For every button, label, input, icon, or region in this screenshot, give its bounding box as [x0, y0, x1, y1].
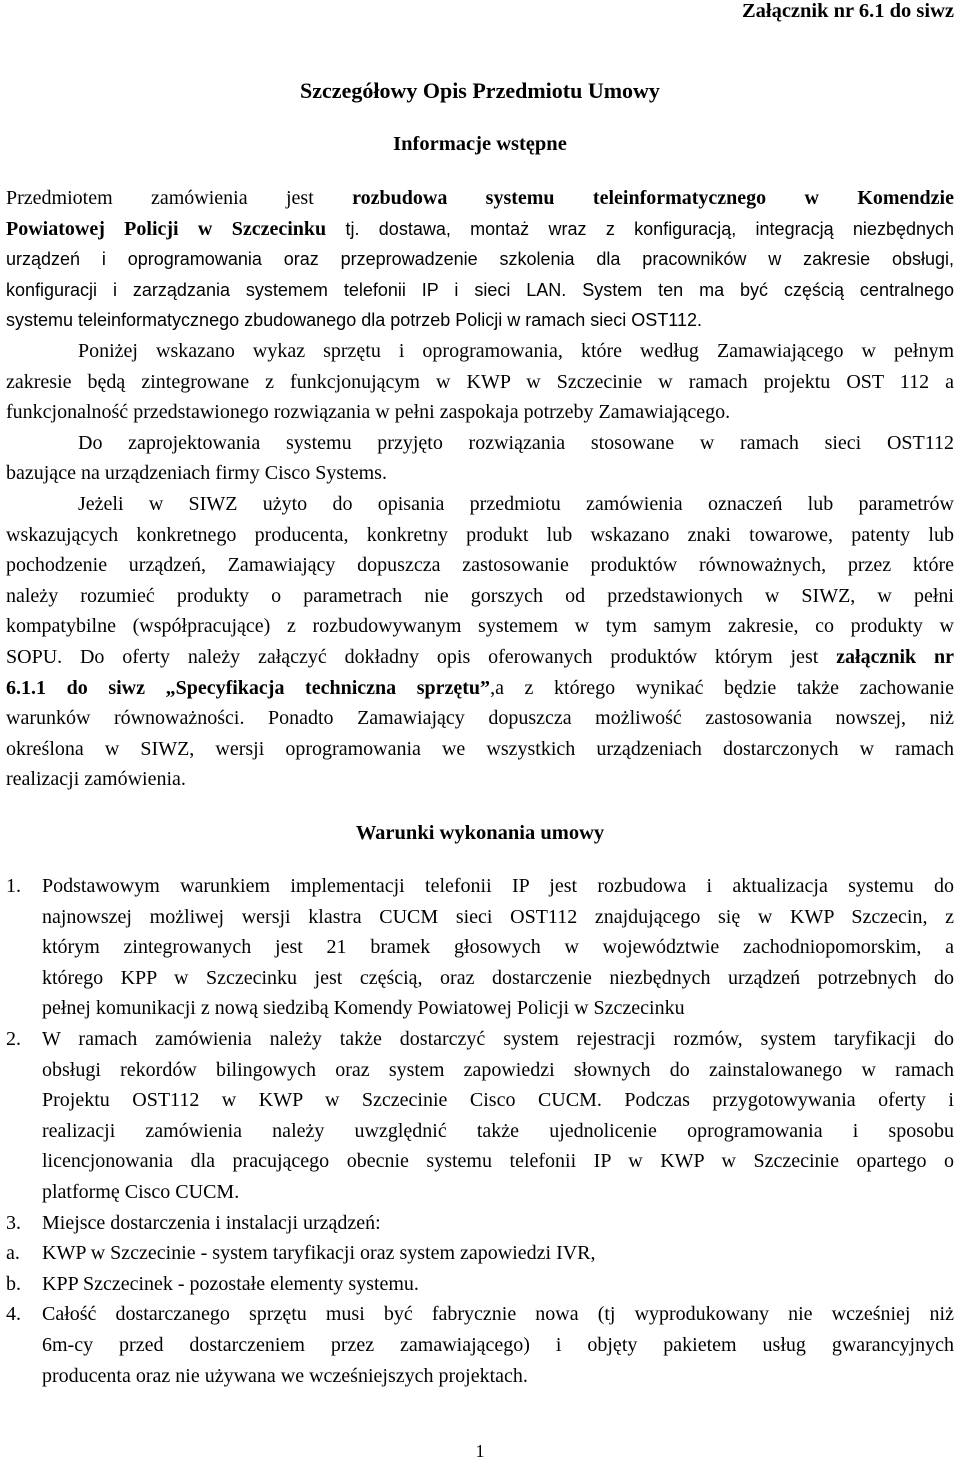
intro-line: realizacji zamówienia.: [6, 768, 186, 791]
intro-line: konfiguracji i zarządzania systemem telefonii IP i sieci LAN. System ten ma być częścią centralnego: [6, 279, 954, 300]
sub-list-item: a. KWP w Szczecinie - system taryfikacji oraz system zapowiedzi IVR,: [6, 1242, 596, 1265]
intro-line: SOPU. Do oferty należy załączyć dokładny opis oferowanych produktów którym jest załącznik nr: [6, 645, 954, 668]
intro-line: kompatybilne (współpracujące) z rozbudowywanym systemem w tym samym zakresie, co produkty w: [6, 615, 954, 638]
intro-line: określona w SIWZ, wersji oprogramowania we wszystkich urządzeniach dostarczonych w ramach: [6, 737, 954, 760]
intro-line: Do zaprojektowania systemu przyjęto rozwiązania stosowane w ramach sieci OST112: [78, 431, 954, 454]
page-number: 1: [475, 1441, 485, 1461]
intro-line: należy rozumieć produkty o parametrach nie gorszych od przedstawionych w SIWZ, w pełni: [6, 584, 954, 607]
intro-line: warunków równoważności. Ponadto Zamawiający dopuszcza możliwość zastosowania nowszej, niż: [6, 707, 954, 730]
intro-line: urządzeń i oprogramowania oraz przeprowadzenie szkolenia dla pracowników w zakresie obsługi,: [6, 249, 954, 270]
list-item: 1. Podstawowym warunkiem implementacji telefonii IP jest rozbudowa i aktualizacja systemu do najnowszej możliwej wersji klastra CUCM sieci OST112 znajdującego się w KWP Szczecin, z którym zintegrowanych jest 21 bramek głosowych w województwie zachodniopomorskim, a którego KPP w Szczecinku jest częścią, oraz dostarczenie niezbędnych urządzeń potrzebnych do pełnej komunikacji z nową siedzibą Komendy Powiatowej Policji w Szczecinku: [6, 875, 954, 1020]
attachment-label: Załącznik nr 6.1 do siwz: [741, 0, 954, 22]
document-title: Szczegółowy Opis Przedmiotu Umowy: [300, 78, 660, 103]
list-item: 3. Miejsce dostarczenia i instalacji urządzeń:: [6, 1211, 381, 1234]
sub-list-item: b. KPP Szczecinek - pozostałe elementy systemu.: [6, 1272, 419, 1295]
list-item: 4. Całość dostarczanego sprzętu musi być fabrycznie nowa (tj wyprodukowany nie wcześniej niż 6m-cy przed dostarczeniem przez zamawiającego) i objęty pakietem usług gwarancyjnych producenta oraz nie używana we wcześniejszych projektach.: [6, 1303, 954, 1387]
intro-line: wskazujących konkretnego producenta, konkretny produkt lub wskazano znaki towarowe, patenty lub: [6, 523, 954, 546]
intro-line: Poniżej wskazano wykaz sprzętu i oprogramowania, które według Zamawiającego w pełnym: [78, 339, 954, 362]
section-heading-intro: Informacje wstępne: [393, 133, 567, 155]
intro-line: funkcjonalność przedstawionego rozwiązania w pełni zaspokaja potrzeby Zamawiającego.: [6, 401, 731, 424]
intro-section: [6, 183, 954, 795]
intro-line: 6.1.1 do siwz „Specyfikacja techniczna sprzętu”,a z którego wynikać będzie także zachowanie: [6, 676, 954, 699]
intro-line: systemu teleinformatycznego zbudowanego dla potrzeb Policji w ramach sieci OST112.: [6, 310, 703, 331]
intro-line: zakresie będą zintegrowane z funkcjonującym w KWP w Szczecinie w ramach projektu OST 112 a: [6, 370, 954, 393]
intro-line: Jeżeli w SIWZ użyto do opisania przedmiotu zamówienia oznaczeń lub parametrów: [78, 492, 954, 515]
conditions-list: [6, 871, 954, 1391]
list-item: 2. W ramach zamówienia należy także dostarczyć system rejestracji rozmów, system taryfikacji do obsługi rekordów bilingowych oraz system zapowiedzi słownych do zainstalowanego w ramach Projektu OST112 w KWP w Szczecinie Cisco CUCM. Podczas przygotowywania oferty i realizacji zamówienia należy uwzględnić także ujednolicenie oprogramowania i sposobu licencjonowania dla pracującego obecnie systemu telefonii IP w KWP w Szczecinie opartego o platformę Cisco CUCM.: [6, 1027, 954, 1203]
intro-line: Przedmiotem zamówienia jest rozbudowa systemu teleinformatycznego w Komendzie: [6, 187, 954, 209]
intro-line: pochodzenie urządzeń, Zamawiający dopuszcza zastosowanie produktów równoważnych, przez które: [6, 554, 954, 577]
intro-line: bazujące na urządzeniach firmy Cisco Systems.: [6, 462, 387, 485]
section-heading-conditions: Warunki wykonania umowy: [355, 822, 605, 844]
intro-line: Powiatowej Policji w Szczecinku tj. dostawa, montaż wraz z konfiguracją, integracją niezbędnych: [6, 217, 954, 240]
